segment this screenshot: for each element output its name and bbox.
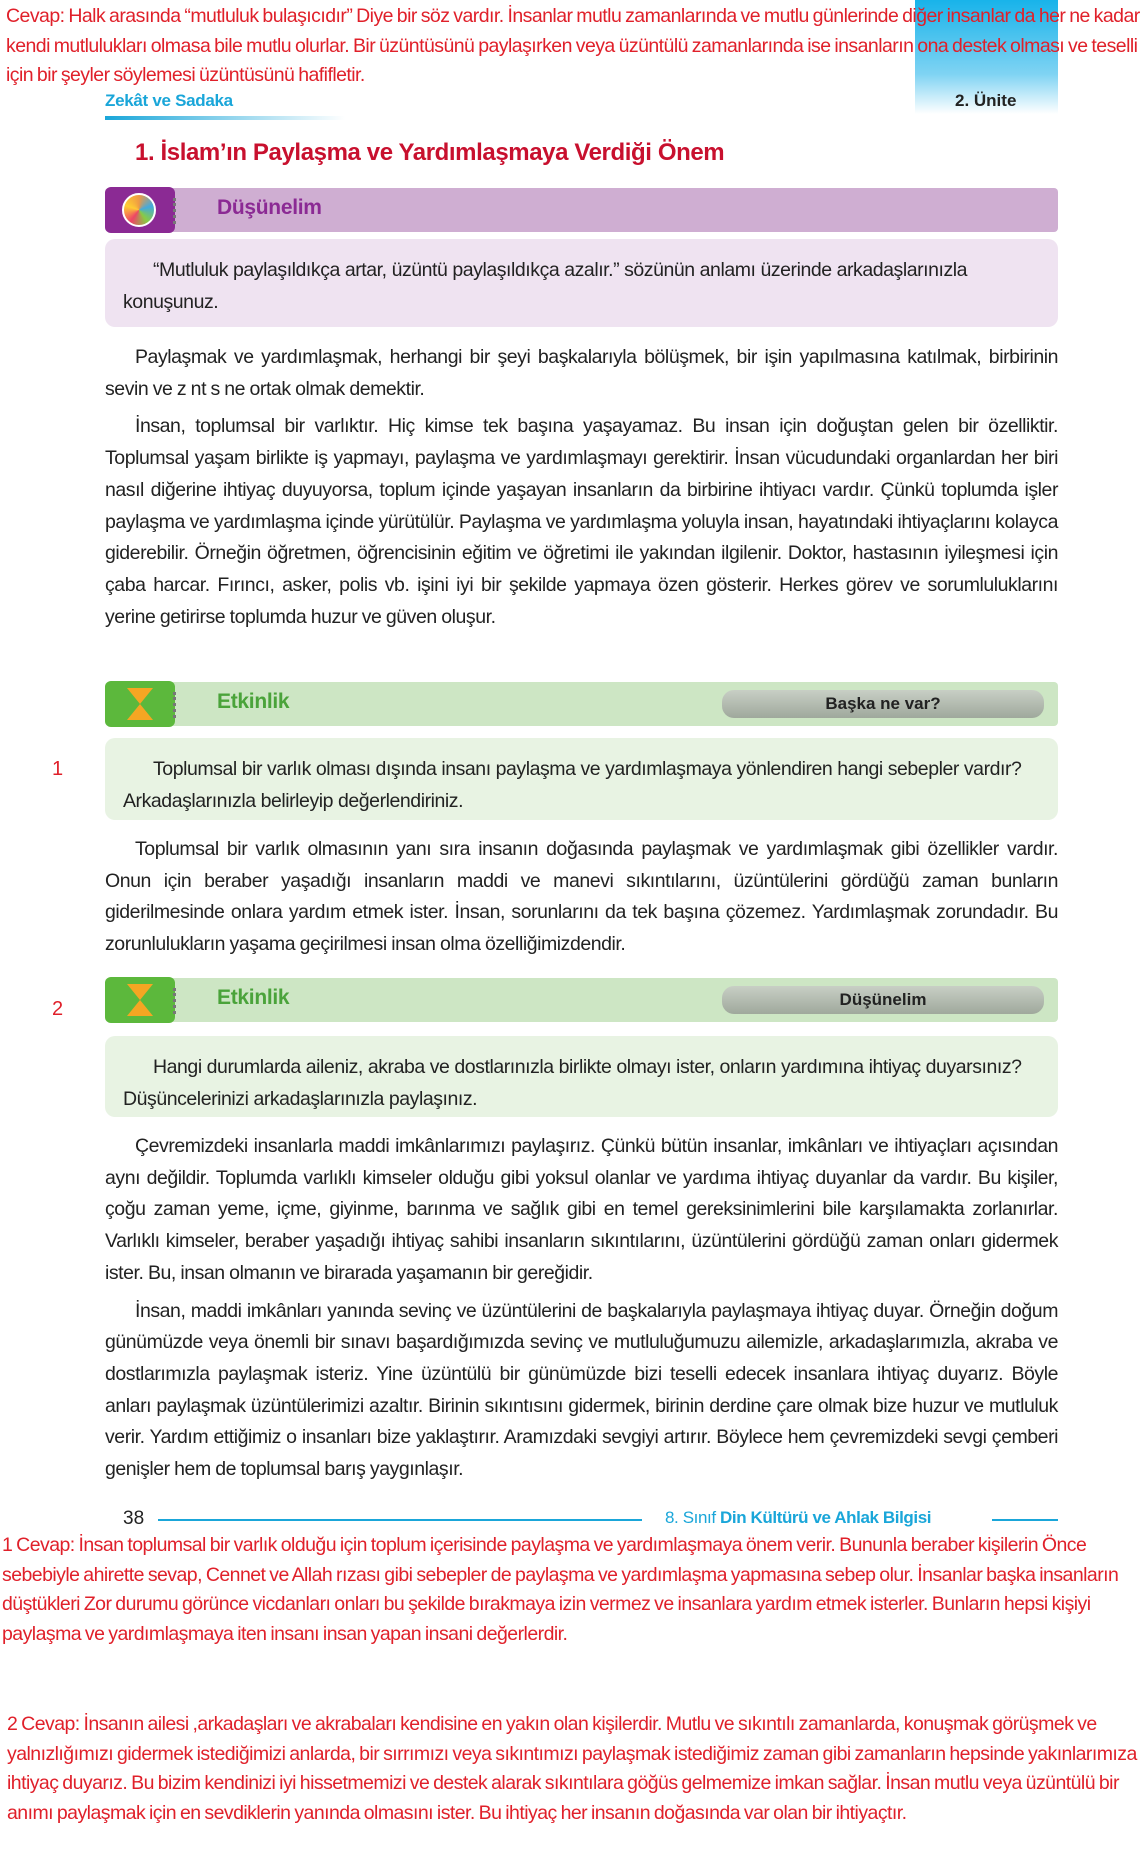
section-underline: [105, 116, 345, 120]
dusunelim-bar: [105, 188, 1058, 232]
paragraph: İnsan, maddi imkânları yanında sevinç ve üzüntülerini de başkalarıyla paylaşmaya ihtiyaç duyar. Örneğin doğum günümüzde veya önemli bir sınavı başardığımızda sevinç ve mutluluğumuzu ailemizle, arkadaşlarımızla, akraba ve dostlarımızla paylaşmak isteriz. Yine üzüntülü bir günümüzde bizi teselli edecek insanlara ihtiyaç duyarız. Böyle anları paylaşmak üzüntülerimizi azaltır. Birinin sıkıntısını gidermek, birinin derdine çare olmak bize huzur ve mutluluk verir. Yardım ettiğimiz o insanları bize yaklaştırır. Aramızdaki sevgiyi artırır. Böylece hem çevremizdeki sevgi çemberi genişler hem de toplumsal barış yaygınlaşır.: [105, 1299, 1058, 1481]
activity-1-box: [105, 738, 1058, 820]
footer-rule-right: [992, 1519, 1058, 1521]
paragraphs-3: [105, 1131, 1058, 1486]
activity-1-bar: [105, 682, 1058, 726]
answer-2-text: 2 Cevap: İnsanın ailesi ,arkadaşları ve akrabaları kendisine en yakın olan kişilerdir. Mutlu ve sıkıntılı zamanlarda, konuşmak görüşmek ve yalnızlığımızı gidermek istediğimizi anlarda, bir sırrımızı veya sıkıntımızı paylaşmak istediğimiz zaman gibi zamanların hepsinde yakınlarımıza ihtiyaç duyarız. Bu bizim kendinizi iyi hissetmemizi ve destek alarak sıkıntılara göğüs gelmemize imkan sağlar. İnsan mutlu veya üzüntülü bir anımı paylaşmak için en sevdiklerin yanında olmasını ister. Bu ihtiyaç her insanın doğasında var olan bir ihtiyaçtır.: [7, 1713, 1137, 1824]
activity-2-bar: [105, 978, 1058, 1022]
hourglass-icon: [105, 977, 175, 1023]
paragraph: Toplumsal bir varlık olmasının yanı sıra insanın doğasında paylaşmak ve yardımlaşmak gibi özellikler vardır. Onun için beraber yaşadığı insanların maddi ve manevi sıkıntılarını, üzüntülerini gördüğü zaman bunların giderilmesinde onlara yardım etmek ister. İnsan, sorunlarını da tek başına çözemez. Yardımlaşmak zorundadır. Bu zorunlulukların yaşama geçirilmesi insan olma özelliğimizdendir.: [105, 838, 1058, 956]
footer-book: Din Kültürü ve Ahlak Bilgisi: [720, 1508, 932, 1527]
activity-2-tag: Düşünelim: [722, 986, 1044, 1014]
footer-book-title: [665, 1508, 931, 1528]
ring-binder-icon: [173, 198, 181, 224]
activity-1-number: 1: [52, 758, 64, 780]
activity-2-label: Etkinlik: [217, 986, 290, 1009]
footer-rule-left: [158, 1519, 642, 1521]
top-answer-text: Cevap: Halk arasında “mutluluk bulaşıcıdır” Diye bir söz vardır. İnsanlar mutlu zamanlarında ve mutlu günlerinde diğer insanlar da her ne kadar kendi mutlulukları olmasa bile mutlu olurlar. Bir üzüntüsünü paylaşırken veya üzüntülü zamanlarında ise insanların ona destek olması ve teselli için bir şeyler söylemesi üzüntüsünü hafifletir.: [6, 5, 1140, 86]
page-title: 1. İslam’ın Paylaşma ve Yardımlaşmaya Verdiği Önem: [135, 139, 725, 166]
section-title: Zekât ve Sadaka: [105, 91, 233, 110]
answer-1-text: 1 Cevap: İnsan toplumsal bir varlık olduğu için toplum içerisinde paylaşma ve yardımlaşmaya önem verir. Bununla beraber kişilerin Önce sebebiyle ahirette sevap, Cennet ve Allah rızası gibi sebepler de paylaşma ve yardımlaşma yapmasına sebep olur. İnsanlar başka insanların düştükleri Zor durumu görünce vicdanları onları bu şekilde bırakmaya izin vermez ve insanlara yardım etmek isterler. Bunların hepsi kişiyi paylaşma ve yardımlaşmaya iten insanı insan yapan insani değerlerdir.: [2, 1534, 1119, 1645]
ring-binder-icon: [173, 988, 181, 1014]
hourglass-icon: [105, 681, 175, 727]
dusunelim-box: [105, 239, 1058, 327]
unit-label: 2. Ünite: [955, 91, 1017, 110]
activity-2-box: [105, 1036, 1058, 1117]
activity-2-text: Hangi durumlarda aileniz, akraba ve dostlarınızla birlikte olmayı ister, onların yardımına ihtiyaç duyarsınız? Düşüncelerinizi arkadaşlarınızla paylaşınız.: [123, 1056, 1022, 1110]
globe-icon: [105, 187, 175, 233]
page-number: 38: [123, 1508, 145, 1529]
activity-1-tag: Başka ne var?: [722, 690, 1044, 718]
activity-2-number: 2: [52, 998, 64, 1020]
paragraphs-1: [105, 342, 1058, 633]
dusunelim-label: Düşünelim: [217, 196, 322, 219]
ring-binder-icon: [173, 692, 181, 718]
paragraph-2: [105, 834, 1058, 961]
paragraph: Çevremizdeki insanlarla maddi imkânlarımızı paylaşırız. Çünkü bütün insanlar, imkânları ve ihtiyaçları açısından aynı değildir. Toplumda varlıklı kimseler olduğu gibi yoksul olanlar ve yardıma ihtiyaç duyanlar da vardır. Bu kişiler, çoğu zaman yeme, içme, giyinme, barınma ve sağlık gibi en temel gereksinimlerini bile karşılamakta zorlanırlar. Varlıklı kimseler, beraber yaşadığı ihtiyaç sahibi insanların sıkıntılarını, üzüntülerini gördüğü zaman onları gidermek ister. Bu, insan olmanın ve birarada yaşamanın bir gereğidir.: [105, 1135, 1058, 1284]
dusunelim-text: “Mutluluk paylaşıldıkça artar, üzüntü paylaşıldıkça azalır.” sözünün anlamı üzerinde arkadaşlarınızla konuşunuz.: [123, 259, 968, 313]
activity-1-label: Etkinlik: [217, 690, 290, 713]
activity-1-text: Toplumsal bir varlık olması dışında insanı paylaşma ve yardımlaşmaya yönlendiren hangi sebepler vardır? Arkadaşlarınızla belirleyip değerlendiriniz.: [123, 758, 1022, 812]
paragraph: Paylaşmak ve yardımlaşmak, herhangi bir şeyi başkalarıyla bölüşmek, bir işin yapılmasına katılmak, birbirinin sevin ve z nt s ne ortak olmak demektir.: [105, 346, 1058, 400]
footer-grade: 8. Sınıf: [665, 1508, 716, 1527]
paragraph: İnsan, toplumsal bir varlıktır. Hiç kimse tek başına yaşayamaz. Bu insan için doğuştan gelen bir özelliktir. Toplumsal yaşam birlikte iş yapmayı, paylaşma ve yardımlaşmayı gerektirir. İnsan vücudundaki organlardan her biri nasıl diğerine ihtiyaç duyuyorsa, toplum içinde yaşayan insanların da birbirine ihtiyacı vardır. Çünkü toplumda işler paylaşma ve yardımlaşma içinde yürütülür. Paylaşma ve yardımlaşma yoluyla insan, hayatındaki ihtiyaçlarını kolayca giderebilir. Örneğin öğretmen, öğrencisinin eğitim ve öğretimi ile yakından ilgilenir. Doktor, hastasının iyileşmesi için çaba harcar. Fırıncı, asker, polis vb. işini iyi bir şekilde yapmaya özen gösterir. Herkes görev ve sorumluluklarını yerine getirirse toplumda huzur ve güven oluşur.: [105, 415, 1058, 628]
